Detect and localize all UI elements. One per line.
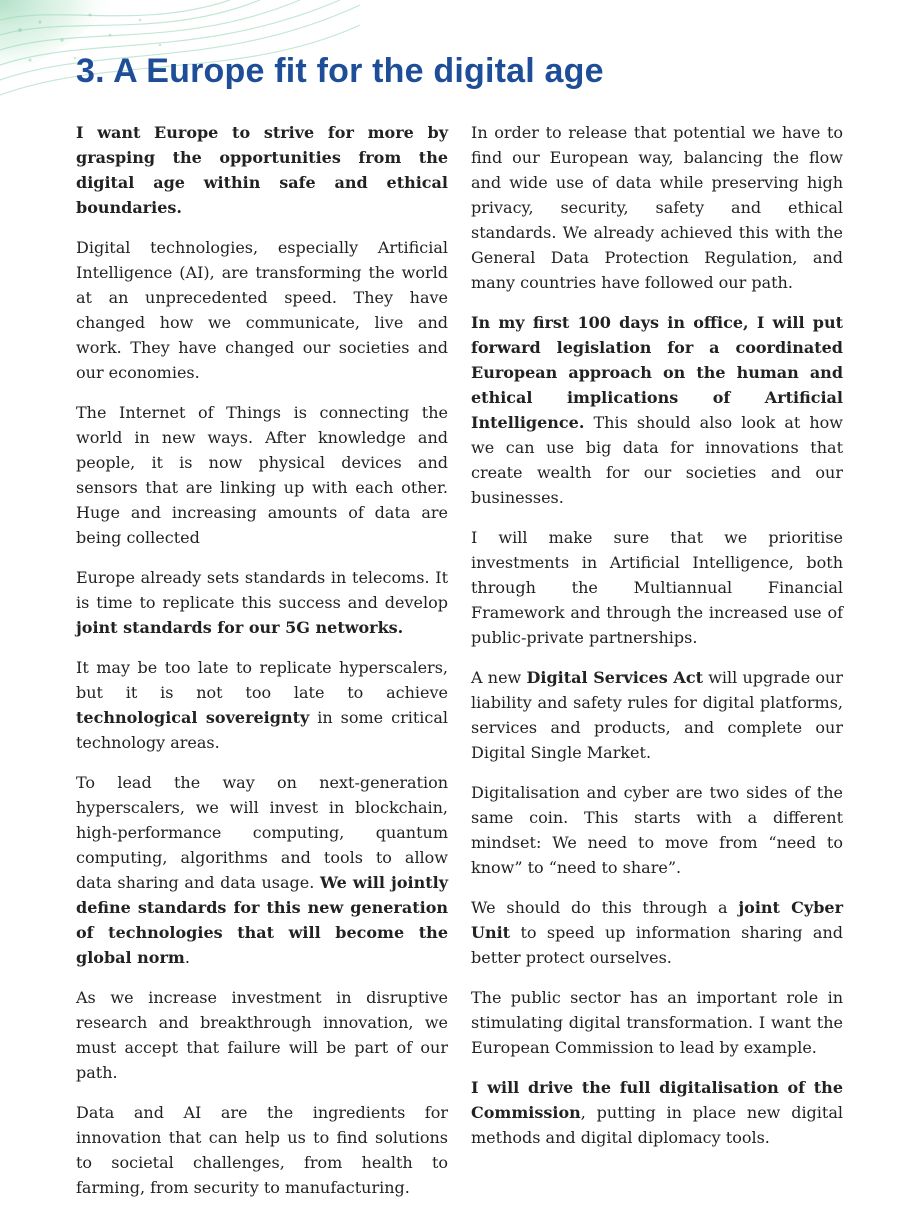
text-span: in some critical technology areas. <box>76 708 448 752</box>
text-span: We should do this through a <box>471 898 739 917</box>
paragraph <box>76 655 448 755</box>
text-span: A new <box>471 668 527 687</box>
bold-text: I want Europe to strive for more by grasping the opportunities from the digital age within safe and ethical boundaries. <box>76 123 448 217</box>
text-span: In order to release that potential we have to find our European way, balancing the flow and wide use of data while preserving high privacy, security, safety and ethical standards. We already achieved this with the General Data Protection Regulation, and many countries have followed our path. <box>471 123 843 292</box>
bold-text: In my first 100 days in office, I will put forward legislation for a coordinated European approach on the human and ethical implications of Artificial Intelligence. <box>471 313 843 432</box>
paragraph <box>76 985 448 1085</box>
text-span: , putting in place new digital methods and digital diplomacy tools. <box>471 1103 843 1147</box>
paragraph <box>471 1075 843 1150</box>
text-span: Europe already sets standards in telecoms. It is time to replicate this success and develop <box>76 568 448 612</box>
left-column <box>76 120 448 1215</box>
text-span: Digital technologies, especially Artificial Intelligence (AI), are transforming the world at an unprecedented speed. They have changed how we communicate, live and work. They have changed our societies and our economies. <box>76 238 448 382</box>
paragraph <box>471 895 843 970</box>
paragraph <box>471 780 843 880</box>
paragraph <box>76 565 448 640</box>
bold-text: I will drive the full digitalisation of the Commission <box>471 1078 843 1122</box>
text-span: It may be too late to replicate hyperscalers, but it is not too late to achieve <box>76 658 448 702</box>
text-span: I will make sure that we prioritise investments in Artificial Intelligence, both through the Multiannual Financial Framework and through the increased use of public-private partnerships. <box>471 528 843 647</box>
text-span: This should also look at how we can use big data for innovations that create wealth for our societies and our businesses. <box>471 413 843 507</box>
text-span: The public sector has an important role in stimulating digital transformation. I want the European Commission to lead by example. <box>471 988 843 1057</box>
paragraph <box>76 400 448 550</box>
paragraph <box>76 235 448 385</box>
text-span: to speed up information sharing and better protect ourselves. <box>471 923 843 967</box>
bold-text: joint standards for our 5G networks. <box>76 618 404 637</box>
paragraph <box>76 1100 448 1200</box>
text-span: will upgrade our liability and safety rules for digital platforms, services and products, and complete our Digital Single Market. <box>471 668 843 762</box>
paragraph <box>471 665 843 765</box>
paragraph <box>471 120 843 295</box>
right-column <box>471 120 843 1165</box>
text-span: Digitalisation and cyber are two sides of the same coin. This starts with a different mindset: We need to move from “need to know” to “need to share”. <box>471 783 843 877</box>
bold-text: joint Cyber Unit <box>471 898 843 942</box>
paragraph <box>471 310 843 510</box>
paragraph <box>76 120 448 220</box>
paragraph <box>471 985 843 1060</box>
bold-text: We will jointly define standards for this new generation of technologies that will become the global norm <box>76 873 448 967</box>
bold-text: technological sovereignty <box>76 708 310 727</box>
text-span: The Internet of Things is connecting the world in new ways. After knowledge and people, it is now physical devices and sensors that are linking up with each other. Huge and increasing amounts of data are being collected <box>76 403 448 547</box>
bold-text: Digital Services Act <box>526 668 703 687</box>
text-span: . <box>184 948 190 967</box>
paragraph <box>471 525 843 650</box>
text-span: To lead the way on next-generation hyperscalers, we will invest in blockchain, high-performance computing, quantum computing, algorithms and tools to allow data sharing and data usage. <box>76 773 448 892</box>
paragraph <box>76 770 448 970</box>
page-title: 3. A Europe fit for the digital age <box>76 52 604 90</box>
text-span: Data and AI are the ingredients for innovation that can help us to find solutions to societal challenges, from health to farming, from security to manufacturing. <box>76 1103 448 1197</box>
text-span: As we increase investment in disruptive research and breakthrough innovation, we must accept that failure will be part of our path. <box>76 988 448 1082</box>
